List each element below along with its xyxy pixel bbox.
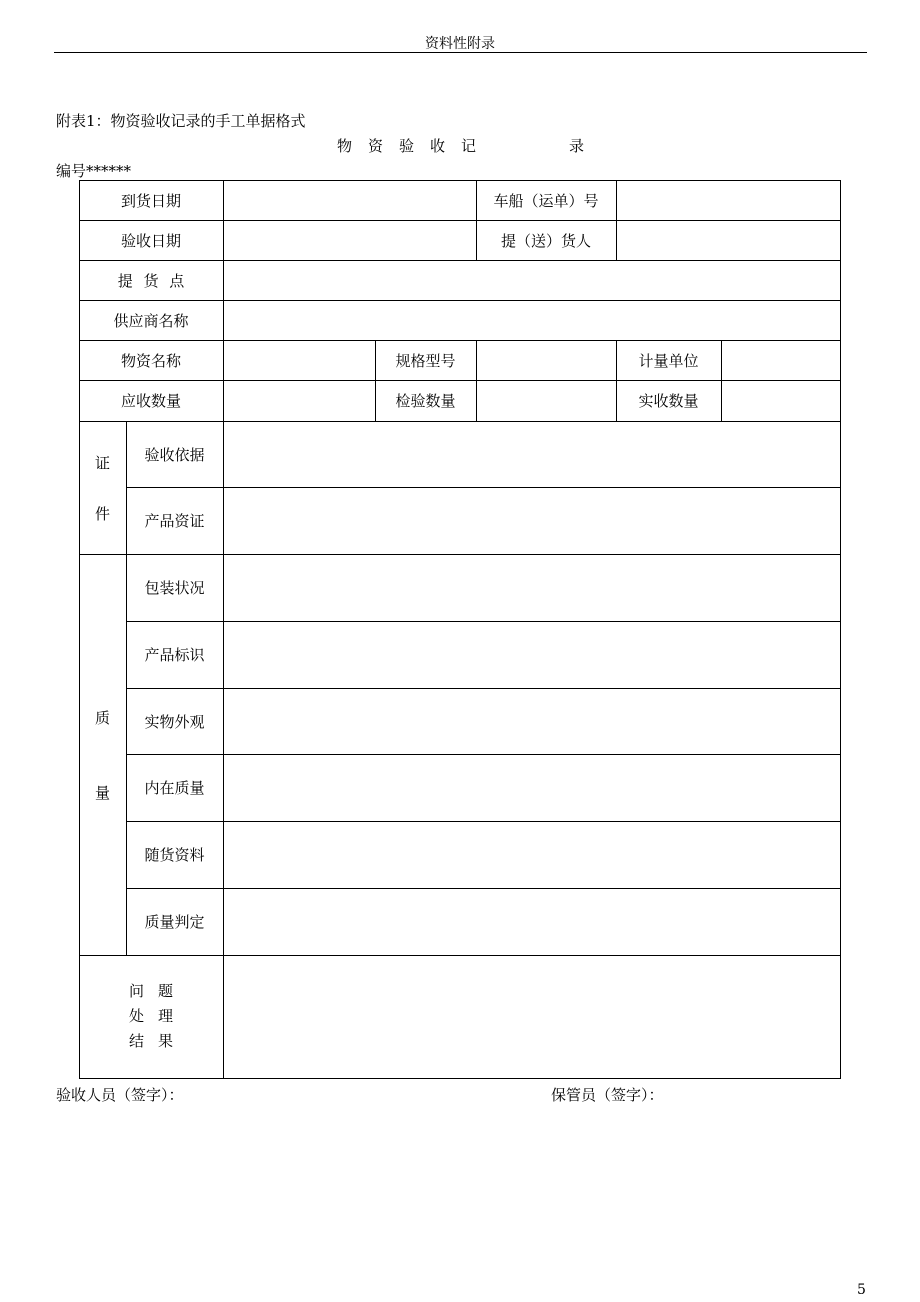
deliverer-label: 提（送）货人 [500, 231, 591, 250]
inspect-quantity-label: 检验数量 [395, 392, 456, 410]
quality-group-label [79, 554, 126, 955]
form-title-char: 物 [337, 137, 353, 155]
problem-result-label [79, 955, 223, 1078]
internal-quality-field[interactable] [223, 754, 840, 821]
product-certificate-field[interactable] [223, 487, 840, 554]
vehicle-number-label: 车船（运单）号 [493, 191, 599, 210]
arrival-date-field[interactable] [223, 180, 476, 220]
form-title-char: 收 [430, 137, 446, 155]
appearance-field[interactable] [223, 688, 840, 754]
product-certificate-label: 产品资证 [144, 512, 205, 530]
grid-line [840, 180, 841, 1078]
unit-field[interactable] [721, 340, 840, 380]
vehicle-number-field[interactable] [616, 180, 840, 220]
spec-model-label: 规格型号 [395, 351, 456, 370]
actual-quantity-label: 实收数量 [638, 392, 699, 410]
product-marking-label: 产品标识 [144, 646, 205, 664]
form-title-char: 录 [569, 137, 585, 155]
problem-result-line: 问题 [128, 982, 187, 1000]
quality-group-char: 量 [94, 783, 110, 802]
product-marking-field[interactable] [223, 621, 840, 688]
inspector-signature-label: 验收人员（签字）： [56, 1086, 184, 1104]
grid-line [79, 1078, 841, 1079]
acceptance-basis-label: 验收依据 [144, 445, 205, 464]
header-divider [54, 52, 867, 53]
form-title-char: 记 [461, 137, 477, 155]
arrival-date-label: 到货日期 [120, 191, 181, 210]
certificates-group-label [79, 421, 126, 554]
supplier-name-field[interactable] [223, 300, 840, 340]
form-title-char: 验 [399, 137, 415, 155]
acceptance-basis-field[interactable] [223, 421, 840, 487]
accompanying-docs-label: 随货资料 [144, 846, 205, 864]
deliverer-field[interactable] [616, 220, 840, 260]
quality-group-char: 质 [94, 708, 110, 727]
problem-result-line: 处理 [128, 1007, 187, 1025]
packaging-status-label: 包装状况 [144, 579, 205, 597]
problem-result-line: 结果 [128, 1032, 187, 1050]
page-number: 5 [857, 1282, 866, 1298]
due-quantity-label: 应收数量 [120, 392, 181, 410]
inspect-quantity-field[interactable] [476, 380, 616, 421]
problem-result-field[interactable] [223, 955, 840, 1078]
material-name-field[interactable] [223, 340, 375, 380]
page-header: 资料性附录 [425, 36, 495, 52]
pickup-point-field[interactable] [223, 260, 840, 300]
certificates-group-char: 证 [94, 453, 110, 472]
quality-judgement-field[interactable] [223, 888, 840, 955]
appendix-title: 附表1：物资验收记录的手工单据格式 [56, 112, 306, 130]
form-number-value: ****** [86, 162, 132, 180]
accept-date-label: 验收日期 [120, 231, 181, 250]
keeper-signature-label: 保管员（签字）： [551, 1086, 664, 1104]
accept-date-field[interactable] [223, 220, 476, 260]
appearance-label: 实物外观 [144, 712, 205, 731]
packaging-status-field[interactable] [223, 554, 840, 621]
material-name-label: 物资名称 [120, 351, 181, 370]
internal-quality-label: 内在质量 [144, 779, 205, 797]
pickup-point-label: 提 货 点 [117, 271, 185, 290]
spec-model-field[interactable] [476, 340, 616, 380]
form-title-char: 资 [368, 137, 384, 155]
form-number [56, 160, 131, 181]
supplier-name-label: 供应商名称 [113, 311, 189, 330]
unit-label: 计量单位 [638, 351, 699, 370]
due-quantity-field[interactable] [223, 380, 375, 421]
certificates-group-char: 件 [94, 504, 110, 523]
quality-judgement-label: 质量判定 [144, 913, 205, 931]
accompanying-docs-field[interactable] [223, 821, 840, 888]
actual-quantity-field[interactable] [721, 380, 840, 421]
form-number-label: 编号 [56, 162, 87, 180]
